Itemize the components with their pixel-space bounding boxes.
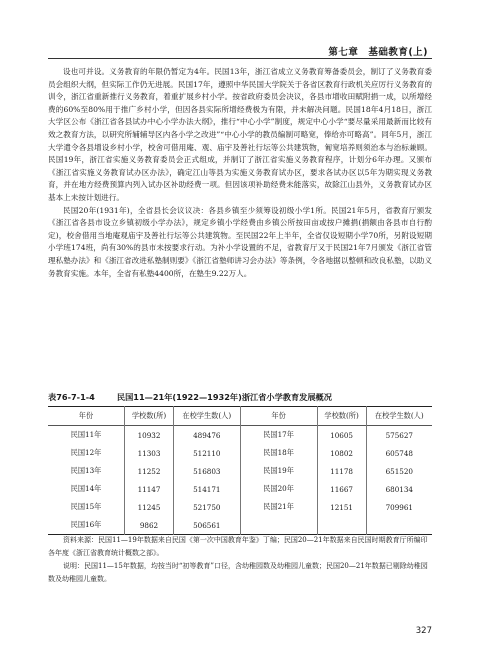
table-cell — [317, 516, 366, 535]
table-cell: 605748 — [366, 444, 432, 462]
statistics-table — [48, 406, 432, 535]
table-row — [48, 516, 432, 535]
table-cell: 489476 — [174, 426, 241, 445]
table-cell: 民国16年 — [70, 520, 102, 529]
table-cell: 651520 — [366, 462, 432, 480]
table-cell: 512110 — [174, 444, 241, 462]
table-cell: 11667 — [317, 480, 366, 498]
table-row — [48, 498, 432, 516]
explanation-note: 说明：民国11—15年数据，均按当时“初等教育”口径，含幼稚园数及幼稚园儿童数；民国20—21年数据已剔除幼稚园数及幼稚园儿童数。 — [48, 562, 428, 583]
chapter-header: 第七章 基础教育(上) — [328, 47, 428, 58]
table-row — [48, 480, 432, 498]
table-cell: 12151 — [317, 498, 366, 516]
column-header: 学校数(所) — [125, 407, 174, 426]
table-cell: 10932 — [125, 426, 174, 445]
table-cell — [366, 516, 432, 535]
paragraph: 民国20年(1931年)，全省县长会议议决：各县乡镇至少须筹设初级小学1所。民国21年5月，省教育厅颁发《浙江省各县市设立乡镇初级小学办法》，规定乡镇小学经费由乡镇公所按田亩或按户摊捐(捐额由各县市自行酌定)，校舍借用当地庵观庙宇及善社行坛等公共建筑物。至民国22年上半年，全省仅设短期小学70所，另附设短期小学班174班，尚有30%的县市未按要求行动。为补小学设置的不足，省教育厅又于民国21年7月颁发《浙江省管理私塾办法》和《浙江省改进私塾制则要》《浙江省塾师讲习会办法》等条例，令各地据以整顿和改良私塾，以助义务教育实施。本年，全省有私塾4400所，在塾生9.22万人。 — [48, 205, 432, 278]
table-row — [48, 426, 432, 445]
table-cell: 10605 — [317, 426, 366, 445]
table-cell: 11245 — [125, 498, 174, 516]
table-cell: 民国19年 — [240, 462, 317, 480]
table-notes — [48, 534, 432, 586]
paragraph: 设也可并设。义务教育的年限仍暂定为4年。民国13年，浙江省成立义务教育筹备委员会，制订了义务教育委员会组织大纲，但实际工作仍无进展。民国17年，遵照中华民国大学院关于各省区教育行政机关应厉行义务教育的训令，浙江省重新推行义务教育，着重扩展乡村小学。按省政府委员会决议，各县市增收田赋附捐一成，以所增经费的60%至80%用于推广乡村小学，但因各县实际所增经费极为有限，并未解决问题。民国18年4月18日，浙江大学区公布《浙江省各县试办中心小学办法大纲》，推行“中心小学”制度，规定中心小学“要尽量采用最新而比较有效之教育方法，以研究所辅辅导区内各小学之改进”“中心小学的教员编制可略宽，俸给亦可略高”。同年5月，浙江大学遣令各县增设乡村小学，校舍可借用庵、观、庙宇及善社行坛等公共建筑物，匍宽培养则须治本与治标兼顾。民国19年，浙江省实施义务教育委员会正式组成，并制订了浙江省实施义务教育程序，计划分6年办理。又颁布《浙江省实施义务教育试办区办法》，确定江山等县为实施义务教育试办区，要求各试办区以5年为期实现义务教育，并在地方经费预算内列入试办区补助经费一项。但因该项补助经费未能落实，故除江山县外，义务教育试办区基本上未按计划进行。 — [48, 67, 432, 202]
column-header: 学校数(所) — [317, 407, 366, 426]
table-cell: 民国21年 — [240, 498, 317, 516]
table-cell: 民国13年 — [70, 466, 102, 475]
table-cell: 民国15年 — [70, 502, 102, 511]
table-cell: 11303 — [125, 444, 174, 462]
table-cell: 民国14年 — [70, 484, 102, 493]
table-row — [48, 462, 432, 480]
table-row — [48, 444, 432, 462]
column-header: 年份 — [78, 411, 94, 420]
table-cell: 民国20年 — [240, 480, 317, 498]
table-cell: 民国18年 — [240, 444, 317, 462]
table-cell: 民国11年 — [70, 430, 102, 439]
table-cell: 11147 — [125, 480, 174, 498]
table-number: 表76-7-1-4 — [48, 392, 95, 402]
table-cell: 11178 — [317, 462, 366, 480]
source-note: 资料来源：民国11—19年数据来自民国《第一次中国教育年鉴》丁编；民国20—21年数据来自民国时期教育厅所编印各年度《浙江省教育统计概数之部》。 — [48, 536, 428, 557]
table-cell: 514171 — [174, 480, 241, 498]
body-text — [48, 66, 432, 280]
table-cell: 民国12年 — [70, 448, 102, 457]
table-cell: 506561 — [174, 516, 241, 535]
column-header: 在校学生数(人) — [174, 407, 241, 426]
column-header: 年份 — [240, 407, 317, 426]
column-header: 在校学生数(人) — [366, 407, 432, 426]
table-cell: 516803 — [174, 462, 241, 480]
table-cell: 521750 — [174, 498, 241, 516]
table-cell: 10802 — [317, 444, 366, 462]
table-cell: 民国17年 — [240, 426, 317, 445]
table-caption — [48, 392, 332, 403]
table-cell — [240, 516, 317, 535]
page-number: 327 — [415, 626, 432, 636]
table-cell: 709961 — [366, 498, 432, 516]
table-cell: 9862 — [125, 516, 174, 535]
table-cell: 11252 — [125, 462, 174, 480]
table-title: 民国11—21年(1922—1932年)浙江省小学教育发展概况 — [116, 392, 332, 402]
table-cell: 680134 — [366, 480, 432, 498]
table-cell: 575627 — [366, 426, 432, 445]
header-rule — [48, 58, 432, 59]
table-header-row — [48, 407, 432, 426]
